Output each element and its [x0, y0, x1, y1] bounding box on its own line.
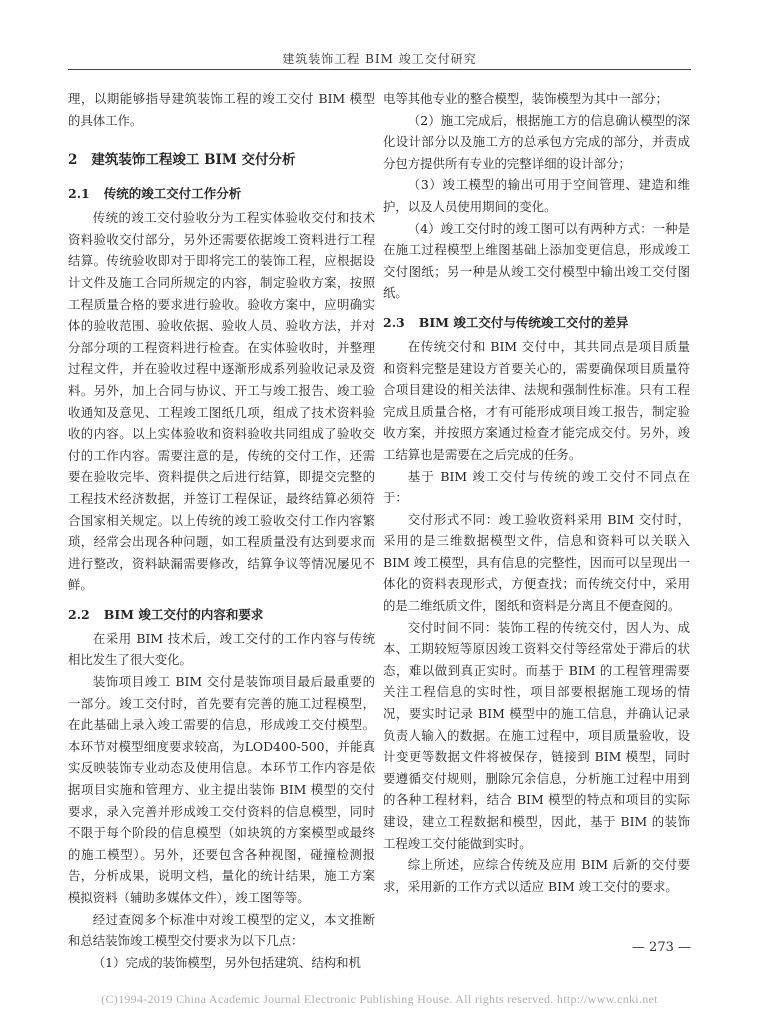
page-number: — 273 —: [631, 940, 691, 955]
left-column: [68, 88, 375, 973]
section-2-3-paragraph-2: 基于 BIM 竣工交付与传统的竣工交付不同点在于：: [383, 468, 690, 506]
section-2-3-paragraph-5: 综上所述，应综合传统及应用 BIM 后新的交付要求，采用新的工作方式以适应 BIM 竣工交付的要求。: [383, 857, 690, 894]
running-header: 建筑装饰工程 BIM 竣工交付研究: [282, 52, 477, 66]
section-2-3-paragraph-1: 在传统交付和 BIM 交付中，其共同点是项目质量和资料完整是建设方首要关心的，需要确保项目质量符合项目建设的相关法律、法规和强制性标准。只有工程完成且质量合格，才有可能形成项目竣工报告，制定验收方案，并按照方案通过检查才能完成交付。另外，竣工结算也是需要在之后完成的任务。: [383, 338, 690, 462]
right-paragraph-2: （2）施工完成后，根据施工方的信息确认模型的深化设计部分以及施工方的总承包方完成的部分，并责成分包方提供所有专业的完整详细的设计部分；: [383, 112, 690, 171]
right-paragraph-4: （4）竣工交付时的竣工图可以有两种方式：一种是在施工过程模型上维图基础上添加变更信息，形成竣工交付图纸；另一种是从竣工交付模型中输出竣工交付图纸。: [383, 220, 690, 301]
section-2-2-paragraph-1: 在采用 BIM 技术后，竣工交付的工作内容与传统相比发生了很大变化。: [68, 630, 375, 668]
intro-paragraph: 理，以期能够指导建筑装饰工程的竣工交付 BIM 模型的具体工作。: [68, 91, 375, 128]
section-2-2-paragraph-4: （1）完成的装饰模型，另外包括建筑、结构和机: [92, 954, 361, 970]
right-column: [383, 88, 690, 897]
section-2-1-title: 传统的竣工交付工作分析: [103, 186, 242, 202]
section-2-3-heading: [383, 312, 690, 333]
right-paragraph-3: （3）竣工模型的输出可用于空间管理、建造和维护，以及人员使用期间的变化。: [383, 177, 690, 214]
section-2-number: 2: [68, 152, 78, 169]
section-2-3-title: BIM 竣工交付与传统竣工交付的差异: [418, 314, 629, 330]
section-2-3-paragraph-4: 交付时间不同：装饰工程的传统交付，因人为、成本、工期较短等原因竣工资料交付等经常处于滞后的状态，难以做到真正实时。而基于 BIM 的工程管理需要关注工程信息的实时性，项目部要根据施工现场的情况，要实时记录 BIM 模型中的施工信息，并确认记录负责人输入的数据。在施工过程中，项目质量验收，设计变更等数据文件将被保存，链接到 BIM 模型，同时要遵循交付规则，删除冗余信息，分析施工过程中用到的各种工程材料，结合 BIM 模型的特点和项目的实际建设，建立工程数据和模型，因此，基于 BIM 的装饰工程竣工交付能做到实时。: [383, 619, 690, 851]
section-2-1-heading: [68, 183, 375, 204]
section-2-heading: [68, 149, 375, 171]
section-2-2-paragraph-2: 装饰项目竣工 BIM 交付是装饰项目最后最重要的一部分。竣工交付时，首先要有完善的施工过程模型，在此基础上录入竣工需要的信息，形成竣工交付模型。本环节对模型细度要求较高，为LOD400-500，并能真实反映装饰专业动态及使用信息。本环节工作内容是依据项目实施和管理方、业主提出装饰 BIM 模型的交付要求，录入完善并形成竣工交付资料的信息模型，同时不限于每个阶段的信息模型（如块筑的方案模型或最终的施工模型）。另外，还要包含各种视图，碰撞检测报告，分析成果，说明文档，量化的统计结果，施工方案模拟资料（辅助多媒体文件），竣工图等等。: [68, 674, 375, 905]
section-2-3-number: 2.3: [383, 314, 405, 330]
section-2-1-number: 2.1: [68, 186, 90, 202]
section-2-2-heading: [68, 604, 375, 625]
header-rule: [68, 69, 691, 70]
section-2-2-paragraph-3: 经过查阅多个标准中对竣工模型的定义，本文推断和总结装饰竣工模型交付要求为以下几点：: [68, 911, 375, 949]
section-2-1-paragraph: 传统的竣工交付验收分为工程实体验收交付和技术资料验收交付部分，另外还需要依据竣工资料进行工程结算。传统验收即对于即将完工的装饰工程，应根据设计文件及施工合同所规定的内容，制定验收方案，按照工程质量合格的要求进行验收。验收方案中，应明确实体的验收范围、验收依据、验收人员、验收方法，并对分部分项的工程资料进行检查。在实体验收时，并整理过程文件，并在验收过程中逐渐形成系列验收记录及资料。另外，加上合同与协议、开工与竣工报告、竣工验收通知及意见、工程竣工图纸几项，组成了技术资料验收的内容。以上实体验收和资料验收共同组成了验收交付的工作内容。需要注意的是，传统的交付工作，还需要在验收完毕、资料提供之后进行结算，即提交完整的工程技术经济数据，并签订工程保证，最终结算必须符合国家相关规定。以上传统的竣工验收交付工作内容繁琐，经常会出现各种问题，如工程质量没有达到要求而进行整改，资料缺漏需要修改，结算争议等情况屡见不鲜。: [68, 210, 375, 593]
section-2-title: 建筑装饰工程竣工 BIM 交付分析: [91, 152, 296, 169]
copyright-notice: (C)1994-2019 China Academic Journal Electronic Publishing House. All rights reserved. http://www.cnki.net: [101, 992, 658, 1006]
right-paragraph-1: 电等其他专业的整合模型，装饰模型为其中一部分；: [383, 91, 668, 106]
section-2-2-title: BIM 竣工交付的内容和要求: [103, 606, 264, 622]
section-2-2-number: 2.2: [68, 606, 90, 622]
section-2-3-paragraph-3: 交付形式不同：竣工验收资料采用 BIM 交付时，采用的是三维数据模型文件，信息和资料可以关联入 BIM 竣工模型，具有信息的完整性，因而可以呈现出一体化的资料表现形式，方便查找；而传统交付中，采用的是二维纸质文件，图纸和资料是分离且不便查阅的。: [383, 511, 690, 614]
